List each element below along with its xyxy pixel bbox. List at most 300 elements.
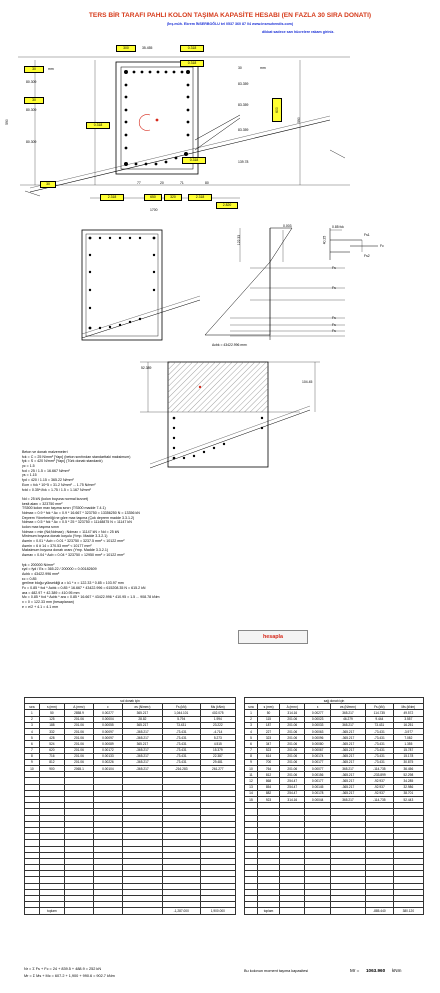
left-depth-dim: 52.389: [141, 366, 152, 370]
input-phi-top[interactable]: 0.318: [180, 60, 204, 67]
table-cell[interactable]: -365.217: [330, 741, 365, 747]
table-cell[interactable]: 323: [257, 735, 279, 741]
input-bottom-1[interactable]: 30: [40, 181, 56, 188]
table-cell[interactable]: 201.06: [280, 759, 305, 765]
calc-line: εyd = fyd / Es = 365.22 / 200000 = 0.00182609: [22, 567, 97, 572]
small-dim: 139.78: [238, 160, 249, 164]
table-cell[interactable]: 0.00096: [305, 735, 331, 741]
table-cell[interactable]: -216.283: [162, 766, 200, 772]
fs-label-2: Fs: [332, 286, 336, 290]
column-header: Ms (kNm): [393, 704, 423, 710]
calc-line: fcd = 25 / 1.5 = 16.667 N/mm²: [22, 468, 70, 473]
table-cell[interactable]: 201.06: [65, 735, 94, 741]
table-cell[interactable]: 5: [245, 735, 258, 741]
table-cell[interactable]: 0.00033: [305, 722, 331, 728]
input-hoop[interactable]: 2.820: [216, 202, 238, 209]
table-cell[interactable]: 365.217: [330, 766, 365, 772]
table-cell[interactable]: 0.00004: [93, 716, 122, 722]
input-top-cover[interactable]: 30: [24, 66, 44, 73]
table-cell[interactable]: 0.00077: [305, 766, 331, 772]
total-cell: toplam: [39, 908, 64, 914]
table-cell[interactable]: 201.06: [280, 772, 305, 778]
table-cell[interactable]: 0.00177: [305, 759, 331, 765]
compression-area: Acbk = 43422.996 mm²: [212, 343, 248, 347]
calc-line: Asmin = 0.01 * Acb = 0.01 * 323750 = 3237.5 mm² < 10122 mm²: [22, 539, 125, 544]
table-cell[interactable]: 0.00067: [305, 747, 331, 753]
table-cell[interactable]: 16.251: [393, 722, 423, 728]
height-label: 590: [4, 119, 9, 125]
table-cell[interactable]: 1,044.101: [162, 710, 200, 716]
table-cell[interactable]: 15.787: [393, 747, 423, 753]
input-right-width[interactable]: [272, 98, 282, 122]
table-cell[interactable]: -365.217: [330, 747, 365, 753]
calc-line: ara = 482.97 + 42.389 = 410.95 mm: [22, 590, 80, 595]
x-value: 122.33: [237, 234, 242, 246]
footer-line-2: Mr = Σ Ms + Mc = 607.2 + 1,900 + 990.6 = 902.7 kNm: [24, 974, 115, 978]
table-cell[interactable]: 0.00063: [305, 728, 331, 734]
table-cell[interactable]: 1.994: [200, 716, 235, 722]
table-cell[interactable]: 2: [25, 716, 40, 722]
table-cell[interactable]: 201.06: [65, 759, 94, 765]
total-cell: 380.120: [393, 908, 423, 914]
column-header: A (mm²): [280, 704, 305, 710]
calc-line: Ndmax = 0.9 * fck * Ac = 0.9 * 16.667 * 323750 = 13356250 N = 13356 kN: [22, 510, 140, 515]
table-cell[interactable]: -73.431: [365, 759, 393, 765]
table-cell[interactable]: 201.06: [280, 766, 305, 772]
table-cell[interactable]: 0.00104: [93, 766, 122, 772]
calc-line: Asmin = 6 # 14 = 370.53 mm² < 10177 mm²: [22, 543, 92, 548]
table-cell[interactable]: 9: [25, 759, 40, 765]
column-header: Fs (kN): [162, 704, 200, 710]
table-cell[interactable]: 52.298: [393, 772, 423, 778]
table-cell[interactable]: 365.217: [330, 722, 365, 728]
table-cell[interactable]: 1.355: [393, 741, 423, 747]
table-cell[interactable]: 0.00080: [305, 741, 331, 747]
table-cell[interactable]: 4.515: [200, 741, 235, 747]
table-cell[interactable]: -365.217: [330, 784, 365, 790]
table-cell[interactable]: -73.431: [365, 728, 393, 734]
calculate-button[interactable]: hesapla: [238, 630, 308, 644]
calc-line: gerilme bloğu yüksekliği a = k1 * x = 122.33 * 0.85 = 103.97 mm: [22, 581, 124, 586]
table-cell[interactable]: 882: [257, 790, 279, 796]
table-cell[interactable]: 201.06: [65, 716, 94, 722]
left-dim-3: 80.309: [26, 140, 37, 144]
table-cell[interactable]: -365.217: [330, 728, 365, 734]
total-cell: -1,287.000: [162, 908, 200, 914]
table-cell[interactable]: -73.431: [162, 741, 200, 747]
table-cell[interactable]: 0.00156: [305, 772, 331, 778]
calc-line: Ndmax = min (Nd;Ndmax) ; Ndmax = 11147 kN > Nd = 25 kN: [22, 529, 120, 534]
fs1-label: Fs1: [364, 233, 370, 237]
calc-line: fyk = S = 420 N/mm² [Yapı] (Türk donatı standardı): [22, 459, 103, 464]
table-cell[interactable]: 0.00226: [93, 759, 122, 765]
bottom-val-4: 71: [180, 181, 184, 185]
table-cell[interactable]: -73.431: [365, 741, 393, 747]
table-total-row: [25, 908, 236, 914]
table-cell[interactable]: -365.217: [330, 790, 365, 796]
table-cell[interactable]: 254.47: [280, 790, 305, 796]
mr-unit: kNm: [392, 968, 402, 973]
table-cell[interactable]: 73.431: [162, 722, 200, 728]
section-drawing: [18, 57, 350, 198]
table-cell[interactable]: -365.217: [330, 772, 365, 778]
table-cell[interactable]: 125: [39, 716, 64, 722]
calc-line: fctd = 0.35*√fck = 1.75 / 1.5 = 1.167 N/mm²: [22, 487, 91, 492]
table-cell[interactable]: 38.701: [393, 790, 423, 796]
table-cell[interactable]: 15.379: [200, 747, 235, 753]
calc-line: Mc = 0.85 * fcd * Acbk * ara = 0.85 * 16.667 * 43422.996 * 410.95 = 1.5 ... 908.78 kNm: [22, 595, 160, 600]
table-cell[interactable]: 314.16: [280, 710, 305, 716]
column-header: sıra: [245, 704, 258, 710]
table-cell[interactable]: 524: [39, 741, 64, 747]
calc-line: εc = 0.85: [22, 576, 37, 581]
column-header: s (mm): [257, 704, 279, 710]
calc-line: fyk = 200000 N/mm²: [22, 562, 55, 567]
rebar-row-2: 83.359: [238, 103, 249, 107]
table-cell[interactable]: 0.00097: [93, 728, 122, 734]
table-cell[interactable]: 347: [257, 741, 279, 747]
calc-line: Acbk = 43422.996 mm²: [22, 571, 60, 576]
footer-line-1: Nr = Σ Fs + Fc = 24 + 839.5 + 488.9 = 252 kN: [24, 967, 102, 971]
total-cell: [305, 908, 331, 914]
table-cell[interactable]: 227: [257, 728, 279, 734]
right-width-value: 600: [274, 107, 279, 113]
table-cell[interactable]: 0.00145: [305, 784, 331, 790]
fs-label-5: Fs: [332, 329, 336, 333]
total-cell: [245, 908, 258, 914]
input-dim-top-right[interactable]: 0.318: [180, 45, 204, 52]
table-cell[interactable]: 0.00177: [305, 778, 331, 784]
table-cell[interactable]: 201.06: [65, 753, 94, 759]
table-cell[interactable]: -73.431: [365, 747, 393, 753]
table-cell[interactable]: 812: [39, 759, 64, 765]
column-header: σs (N/mm²): [330, 704, 365, 710]
input-phi-right[interactable]: 0.318: [182, 157, 206, 164]
table-cell[interactable]: 0.00277: [93, 710, 122, 716]
calc-line: TS500 kolon max taşıma sınırı (TS500 madde 7.4.1): [22, 506, 106, 511]
eps-top: 0.003: [283, 224, 292, 228]
table-cell[interactable]: 36.456: [393, 766, 423, 772]
table-cell[interactable]: 201.06: [280, 735, 305, 741]
rebar-row-3: 83.359: [238, 128, 249, 132]
calc-line: Asmax = 0.04 * Acb = 0.04 * 323750 = 12950 mm² > 10122 mm²: [22, 553, 125, 558]
table-cell[interactable]: 15: [245, 797, 258, 803]
table-cell[interactable]: -3.977: [393, 728, 423, 734]
calc-line: Ecm = fck * 10^5 = 31.2 N/mm² ... 1.75 N/mm²: [22, 482, 96, 487]
table-cell[interactable]: 201.06: [65, 747, 94, 753]
column-header: sıra: [25, 704, 40, 710]
top-cover-right: 30: [238, 66, 242, 70]
capacity-label: Bu kolonun moment taşıma kapasitesi: [244, 969, 309, 973]
rebar-row-1: 83.359: [238, 82, 249, 86]
table-cell[interactable]: 716: [39, 753, 64, 759]
table-cell[interactable]: 10: [25, 766, 40, 772]
table-cell[interactable]: 900: [39, 766, 64, 772]
table-cell[interactable]: 854: [257, 784, 279, 790]
input-phi-left[interactable]: 0.318: [86, 122, 110, 129]
h-value: 40.25: [322, 235, 327, 245]
input-left-cover[interactable]: 30: [24, 97, 44, 104]
input-bottom-phi-4[interactable]: 2.318: [188, 194, 212, 201]
total-cell: -885.440: [365, 908, 393, 914]
table-cell[interactable]: 4: [245, 728, 258, 734]
table-cell[interactable]: 10: [245, 766, 258, 772]
table-cell[interactable]: 254.47: [280, 784, 305, 790]
column-header: σs (N/mm²): [122, 704, 162, 710]
table-cell[interactable]: 14: [245, 790, 258, 796]
table-cell[interactable]: 812: [257, 772, 279, 778]
table-cell[interactable]: 15.178: [393, 753, 423, 759]
table-cell[interactable]: 5.273: [200, 735, 235, 741]
calc-line: Beton ve donatı malzemeleri: [22, 450, 68, 454]
table-cell[interactable]: 365.217: [122, 710, 162, 716]
table-cell[interactable]: 115: [257, 716, 279, 722]
table-cell[interactable]: 0.00089: [93, 741, 122, 747]
total-width: 1700: [150, 208, 158, 212]
table-cell[interactable]: 3: [25, 722, 40, 728]
right-depth-dim: 104.45: [302, 380, 313, 384]
table-cell[interactable]: -73.431: [365, 735, 393, 741]
table-cell[interactable]: 1: [25, 710, 40, 716]
calc-line: x = 0 = 122.33 mm (hesaplanan): [22, 600, 74, 604]
table-cell[interactable]: -73.431: [162, 747, 200, 753]
table-cell[interactable]: -365.217: [330, 778, 365, 784]
table-cell[interactable]: 2: [245, 716, 258, 722]
table-cell[interactable]: 201.06: [280, 741, 305, 747]
bottom-val-3: 20: [160, 181, 164, 185]
force-top: 0.85 fck: [332, 225, 344, 229]
calc-line: γs = 1.15: [22, 473, 37, 478]
calc-line: γc = 1.5: [22, 464, 35, 469]
table-cell[interactable]: 188: [39, 722, 64, 728]
calc-line: fyd = 420 / 1.15 = 365.22 N/mm²: [22, 478, 74, 483]
calc-line: fck = C = 25 N/mm² [Yapı] (beton sınıfından standarttaki maksimum): [22, 454, 131, 459]
calc-line: Fc = 0.85 * fcd * Acbk = 0.85 * 16.667 * 43422.996 = 615208.35 N = 615.2 kN: [22, 585, 146, 590]
table-cell[interactable]: 0.00133: [93, 753, 122, 759]
table-cell[interactable]: 73.431: [365, 722, 393, 728]
table-cell[interactable]: -73.431: [162, 759, 200, 765]
calc-line: Minimum boyuna donatı koşulu (Ymp. Madde 3.3.2.1): [22, 534, 108, 539]
total-cell: toplam: [257, 908, 279, 914]
input-bottom-phi-1[interactable]: 2.318: [100, 194, 124, 201]
table-cell[interactable]: 201.06: [65, 728, 94, 734]
table-total-row: [245, 908, 424, 914]
page-title: TERS BİR TARAFI PAHLI KOLON TAŞIMA KAPASİTE HESABI (EN FAZLA 30 SIRA DONATI): [88, 12, 372, 19]
input-note: dikkat sadece sarı hücrelere rakam giriniz.: [262, 30, 335, 34]
table-cell[interactable]: 201.06: [280, 716, 305, 722]
table-cell[interactable]: 34.285: [393, 778, 423, 784]
table-cell[interactable]: 764: [257, 766, 279, 772]
table-cell[interactable]: 402.075: [200, 710, 235, 716]
table-cell[interactable]: -92.937: [365, 784, 393, 790]
table-cell[interactable]: -114.735: [365, 766, 393, 772]
table-cell[interactable]: 3.557: [393, 716, 423, 722]
mr-value: 1063.960: [366, 968, 386, 973]
table-cell[interactable]: 30.875: [393, 759, 423, 765]
calc-line: kesit alanı = 323750 mm²: [22, 501, 63, 506]
angle-value: 35.455: [142, 46, 153, 50]
table-cell[interactable]: 9.444: [365, 716, 393, 722]
table-cell[interactable]: 201.06: [280, 722, 305, 728]
table-cell[interactable]: 8: [245, 753, 258, 759]
calculation-block: [22, 450, 322, 609]
column-header: Fs (kN): [365, 704, 393, 710]
input-bottom-phi-2[interactable]: 650: [144, 194, 162, 201]
table-cell[interactable]: 12: [245, 778, 258, 784]
table-cell[interactable]: -365.217: [122, 735, 162, 741]
table-cell[interactable]: 254.47: [280, 778, 305, 784]
table-cell[interactable]: -92.937: [365, 790, 393, 796]
table-cell[interactable]: -73.431: [162, 728, 200, 734]
table-cell[interactable]: 332: [39, 728, 64, 734]
table-cell[interactable]: 9: [245, 759, 258, 765]
table-cell[interactable]: 923: [257, 797, 279, 803]
table-cell[interactable]: 7: [25, 747, 40, 753]
right-rebar-table: [244, 697, 424, 915]
total-cell: [122, 908, 162, 914]
table-cell[interactable]: -365.217: [330, 753, 365, 759]
column-header: ε: [93, 704, 122, 710]
table-cell[interactable]: -233.899: [365, 772, 393, 778]
table-cell[interactable]: -73.431: [162, 753, 200, 759]
table-cell[interactable]: 6: [245, 741, 258, 747]
table-caption: sağ donatı için: [245, 698, 424, 704]
table-cell[interactable]: 6: [25, 741, 40, 747]
table-cell[interactable]: 1: [245, 710, 258, 716]
column-header: ε: [305, 704, 331, 710]
table-cell[interactable]: 2065.1: [65, 766, 94, 772]
table-cell[interactable]: -365.217: [122, 747, 162, 753]
table-cell[interactable]: 314.16: [280, 797, 305, 803]
table-cell[interactable]: 114.735: [365, 710, 393, 716]
table-cell[interactable]: 365.217: [330, 797, 365, 803]
unit-label-right: mm: [260, 66, 266, 70]
table-cell[interactable]: -73.431: [162, 735, 200, 741]
table-cell[interactable]: 29.481: [200, 759, 235, 765]
table-cell[interactable]: -365.217: [122, 766, 162, 772]
table-cell[interactable]: 614: [257, 753, 279, 759]
table-cell[interactable]: 0.00023: [305, 716, 331, 722]
table-cell[interactable]: 201.06: [65, 722, 94, 728]
table-cell[interactable]: 0.00172: [93, 747, 122, 753]
table-cell[interactable]: -114.735: [365, 797, 393, 803]
table-cell[interactable]: 0.00174: [305, 753, 331, 759]
table-cell[interactable]: 0.00178: [305, 790, 331, 796]
calc-line: Maksimum boyuna donatı oranı (Ymp. Madde 3.3.2.1): [22, 548, 109, 553]
total-cell: 1,900.000: [200, 908, 235, 914]
table-cell[interactable]: 49.572: [393, 710, 423, 716]
column-header: s (mm): [39, 704, 64, 710]
table-cell[interactable]: 0.00044: [305, 797, 331, 803]
column-header: Ms (kNm): [200, 704, 235, 710]
table-cell[interactable]: 4: [25, 728, 40, 734]
table-cell[interactable]: 50: [257, 710, 279, 716]
table-cell[interactable]: -92.937: [365, 778, 393, 784]
total-cell: [93, 908, 122, 914]
table-cell[interactable]: 11: [245, 772, 258, 778]
table-cell[interactable]: 868: [257, 778, 279, 784]
table-cell[interactable]: 201.06: [280, 728, 305, 734]
left-dim-2: 80.309: [26, 108, 37, 112]
mr-label: Mr =: [350, 968, 360, 973]
table-cell[interactable]: 0.00277: [305, 710, 331, 716]
height-label-right: 590: [296, 117, 301, 123]
table-cell[interactable]: 620: [39, 747, 64, 753]
table-cell[interactable]: 23.222: [200, 722, 235, 728]
unit-label: mm: [48, 67, 54, 71]
table-cell[interactable]: 261.277: [200, 766, 235, 772]
table-cell[interactable]: 428: [39, 735, 64, 741]
calc-line: Nd = 25 kN (kolon boyuna normal kuvvet): [22, 496, 89, 501]
table-cell[interactable]: 32.986: [393, 784, 423, 790]
left-rebar-table: [24, 697, 236, 915]
table-cell[interactable]: -365.217: [122, 759, 162, 765]
bottom-val-5: 80: [205, 181, 209, 185]
table-cell[interactable]: 523: [257, 747, 279, 753]
calc-line: e = e/2 + 4.1 = 4.1 mm: [22, 604, 59, 609]
table-cell[interactable]: 5.794: [162, 716, 200, 722]
table-cell[interactable]: -365.217: [122, 728, 162, 734]
input-bottom-phi-3[interactable]: 320: [164, 194, 182, 201]
fs2-label: Fs2: [364, 254, 370, 258]
table-cell[interactable]: 8: [25, 753, 40, 759]
total-cell: [280, 908, 305, 914]
fs-label-1: Fs: [332, 266, 336, 270]
table-cell[interactable]: -365.217: [330, 735, 365, 741]
table-cell[interactable]: 13: [245, 784, 258, 790]
table-cell[interactable]: 365.217: [122, 722, 162, 728]
left-dim-1: 80.309: [26, 80, 37, 84]
input-b-left[interactable]: 300: [116, 45, 136, 52]
table-cell[interactable]: 7.082: [393, 735, 423, 741]
table-cell[interactable]: 52.443: [393, 797, 423, 803]
table-cell[interactable]: -4.714: [200, 728, 235, 734]
table-cell[interactable]: 22.387: [200, 753, 235, 759]
calc-line: Deprem Yönetmeliği ne göre max taşıma (Çok deprem madde 3.3.1.2): [22, 515, 135, 520]
table-cell[interactable]: 5: [25, 735, 40, 741]
table-cell[interactable]: 0.00097: [93, 735, 122, 741]
table-cell[interactable]: -73.431: [365, 753, 393, 759]
table-cell[interactable]: 201.06: [65, 741, 94, 747]
table-cell[interactable]: 201.06: [280, 747, 305, 753]
total-cell: [25, 908, 40, 914]
bottom-val-2: 77: [137, 181, 141, 185]
table-cell[interactable]: 50: [39, 710, 64, 716]
table-cell[interactable]: 365.217: [330, 710, 365, 716]
author-subtitle[interactable]: (İnş.müh. Ekrem İNSERBOĞLU tel 0537 360 87 04 www.insmuhendis.com): [166, 22, 294, 26]
table-cell[interactable]: 3: [245, 722, 258, 728]
table-cell[interactable]: 7: [245, 747, 258, 753]
calc-line: Ndmax = 0.5 * fck * Ac = 0.5 * 25 * 323750 = 11148875 N = 11147 kN: [22, 520, 132, 525]
calc-line: kolon max taşıma sınırı: [22, 525, 60, 529]
table-cell[interactable]: 46.279: [330, 716, 365, 722]
table-cell[interactable]: 28.82: [122, 716, 162, 722]
fs-label-3: Fs: [332, 316, 336, 320]
fc-label: Fc: [380, 244, 384, 248]
table-cell[interactable]: 201.06: [280, 753, 305, 759]
table-cell[interactable]: -365.217: [122, 753, 162, 759]
total-cell: [330, 908, 365, 914]
table-cell[interactable]: 187: [257, 722, 279, 728]
table-cell[interactable]: -365.217: [330, 759, 365, 765]
table-cell[interactable]: 0.00055: [93, 722, 122, 728]
table-caption: sol donatı için: [25, 698, 236, 704]
table-cell[interactable]: 700: [257, 759, 279, 765]
table-cell[interactable]: 365.217: [122, 741, 162, 747]
fs-label-4: Fs: [332, 323, 336, 327]
table-cell[interactable]: 2858.9: [65, 710, 94, 716]
column-header: A (mm²): [65, 704, 94, 710]
